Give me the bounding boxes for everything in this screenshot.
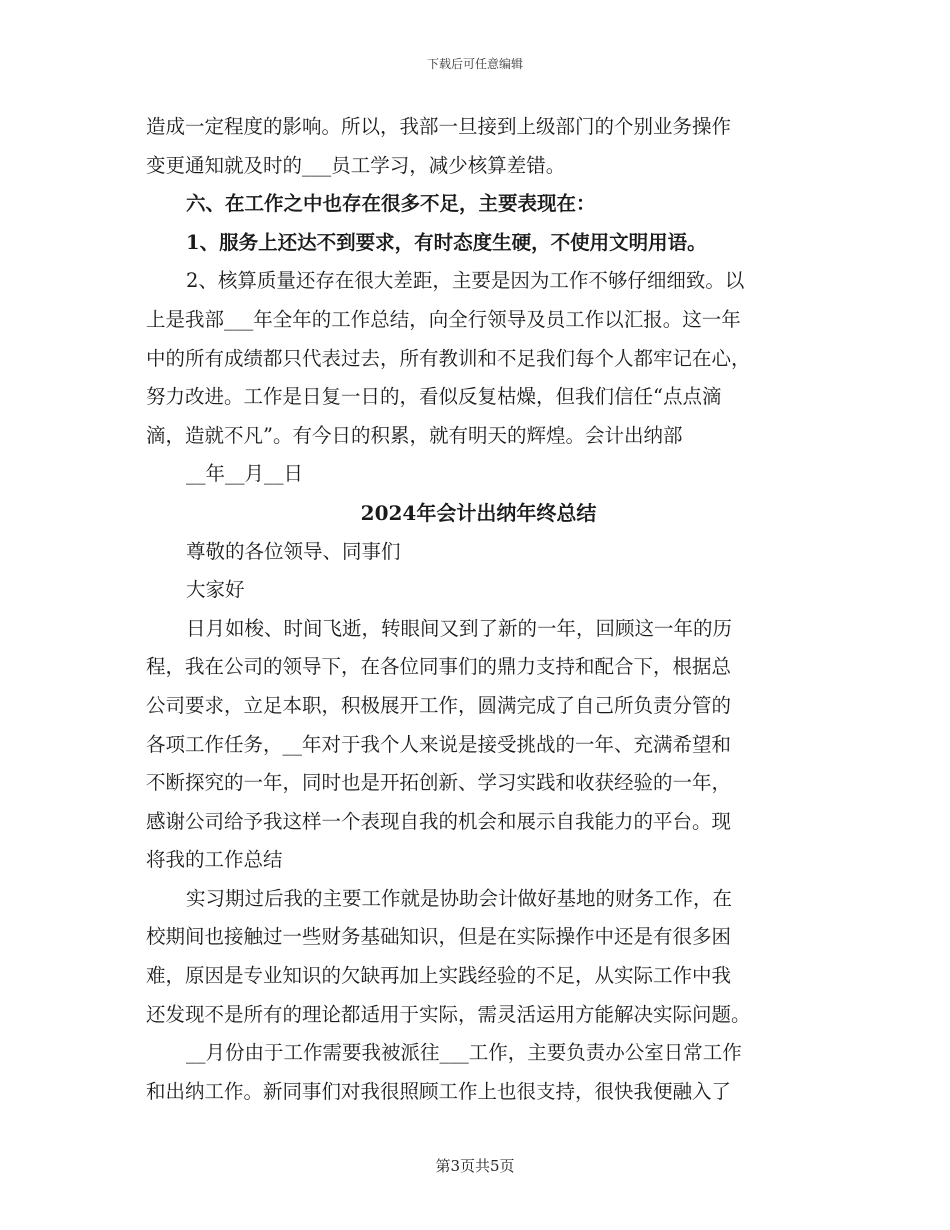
text-line: 尊敬的各位领导、同事们 bbox=[186, 539, 401, 563]
text-line: 1、服务上还达不到要求，有时态度生硬，不使用文明用语。 bbox=[186, 230, 707, 254]
section-title: 2024年会计出纳年终总结 bbox=[360, 500, 597, 525]
text-line: 大家好 bbox=[186, 578, 245, 602]
text-line: 不断探究的一年，同时也是开拓创新、学习实践和收获经验的一年， bbox=[146, 771, 732, 795]
text-line: 造成一定程度的影响。所以，我部一旦接到上级部门的个别业务操作 bbox=[146, 115, 732, 138]
text-line: 滴，造就不凡”。有今日的积累，就有明天的辉煌。会计出纳部 bbox=[146, 423, 683, 447]
text-line: 和出纳工作。新同事们对我很照顾工作上也很支持，很快我便融入了 bbox=[146, 1079, 732, 1103]
text-line: 感谢公司给予我这样一个表现自我的机会和展示自我能力的平台。现 bbox=[146, 809, 732, 833]
text-line: 将我的工作总结 bbox=[146, 848, 283, 872]
text-line: 公司要求，立足本职，积极展开工作，圆满完成了自己所负责分管的 bbox=[146, 693, 732, 717]
text-line: __年__月__日 bbox=[186, 462, 304, 486]
page-number: 第3页共5页 bbox=[435, 1157, 515, 1175]
text-line: 2、核算质量还存在很大差距，主要是因为工作不够仔细细致。以 bbox=[186, 269, 745, 293]
text-line: 日月如梭、时间飞逝，转眼间又到了新的一年，回顾这一年的历 bbox=[186, 616, 733, 640]
document-body bbox=[146, 108, 811, 1111]
text-line: 六、在工作之中也存在很多不足，主要表现在： bbox=[186, 192, 596, 216]
text-line: 上是我部___年全年的工作总结，向全行领导及员工作以汇报。这一年 bbox=[146, 307, 741, 331]
text-line: 校期间也接触过一些财务基础知识，但是在实际操作中还是有很多困 bbox=[146, 925, 732, 949]
text-line: 努力改进。工作是日复一日的，看似反复枯燥，但我们信任“点点滴 bbox=[146, 385, 722, 409]
text-line: 还发现不是所有的理论都适用于实际，需灵活运用方能解决实际问题。 bbox=[146, 1002, 751, 1026]
text-line: 程，我在公司的领导下，在各位同事们的鼎力支持和配合下，根据总 bbox=[146, 655, 732, 679]
text-line: 各项工作任务，__年对于我个人来说是接受挑战的一年、充满希望和 bbox=[146, 732, 732, 756]
text-line: 实习期过后我的主要工作就是协助会计做好基地的财务工作，在 bbox=[186, 886, 733, 910]
page-header: 下载后可任意编辑 bbox=[426, 57, 523, 71]
text-line: __月份由于工作需要我被派往___工作，主要负责办公室日常工作 bbox=[186, 1041, 742, 1065]
text-line: 变更通知就及时的___员工学习，减少核算差错。 bbox=[146, 153, 566, 177]
text-line: 中的所有成绩都只代表过去，所有教训和不足我们每个人都牢记在心， bbox=[146, 346, 751, 370]
text-line: 难，原因是专业知识的欠缺再加上实践经验的不足，从实际工作中我 bbox=[146, 964, 732, 988]
